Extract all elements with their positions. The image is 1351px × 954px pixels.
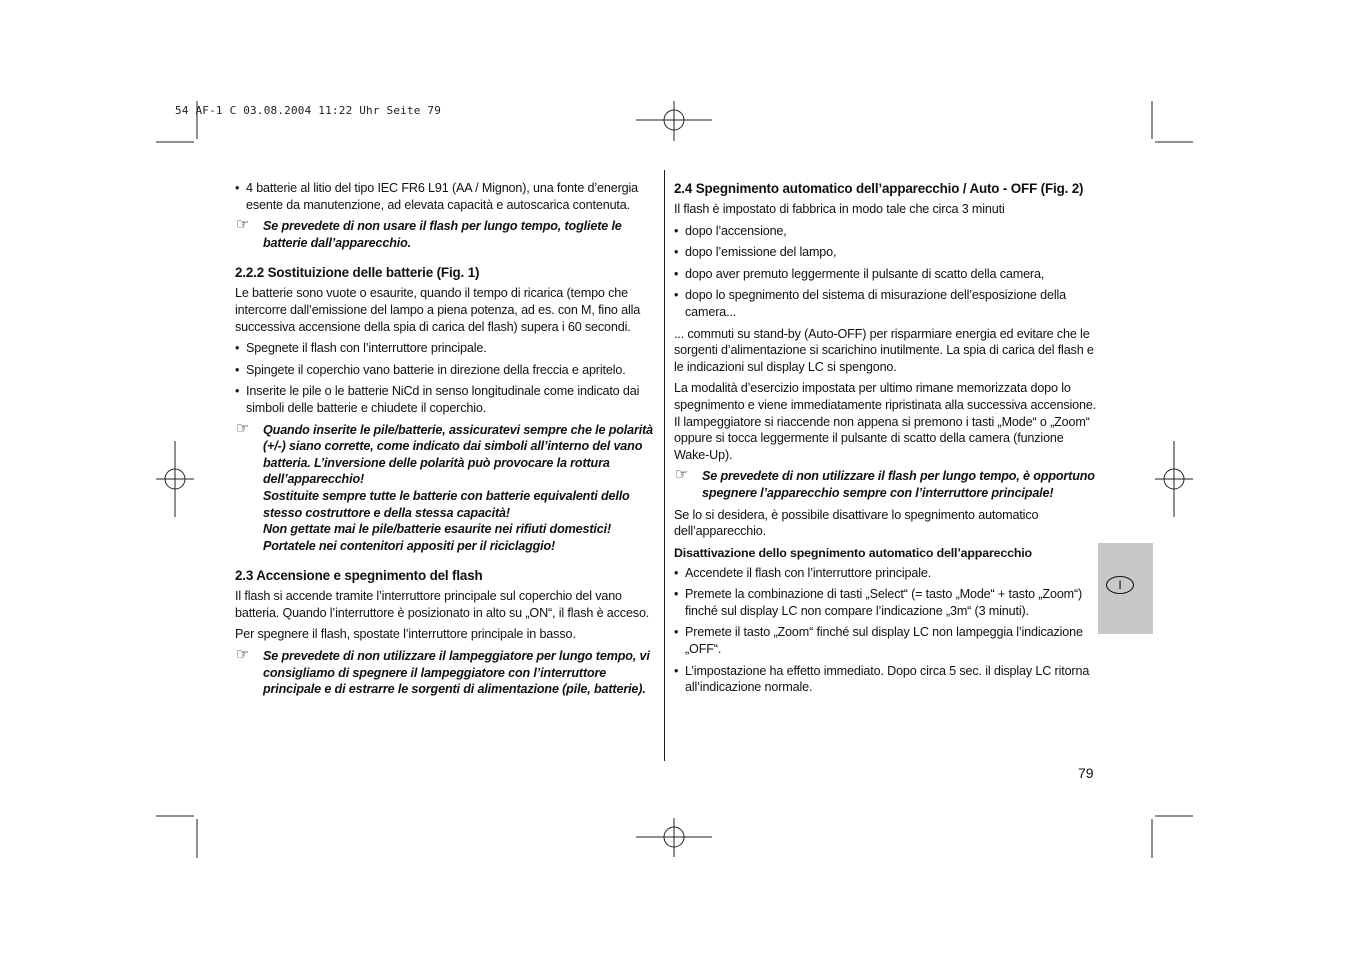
note-text: Se prevedete di non utilizzare il lampeggiatore per lungo tempo, vi consigliamo di spegnere il lampeggiatore con l’interruttore principale e di estrarre le sorgenti di alimentazione (pile, batterie). — [263, 649, 650, 697]
note-battery-removal — [235, 218, 659, 251]
registration-mark-right — [1155, 441, 1193, 517]
pointing-hand-icon: ☞ — [675, 466, 689, 484]
section-title-2-2-2: 2.2.2 Sostituizione delle batterie (Fig. 1) — [235, 265, 480, 281]
right-column — [674, 180, 1099, 701]
list-item: • Spegnete il flash con l’interruttore principale. — [235, 340, 659, 357]
note-text: Sostituite sempre tutte le batterie con batterie equivalenti dello stesso costruttore e della stessa capacità! — [263, 488, 630, 520]
print-header-meta: 54 AF-1 C 03.08.2004 11:22 Uhr Seite 79 — [175, 104, 442, 117]
pointing-hand-icon: ☞ — [236, 216, 250, 234]
language-tab-label: I — [1106, 576, 1134, 594]
pointing-hand-icon: ☞ — [236, 646, 250, 664]
intro-bullet-list — [235, 180, 659, 213]
list-item: • dopo l’emissione del lampo, — [674, 244, 1099, 261]
note-text: Non gettate mai le pile/batterie esaurite nei rifiuti domestici! Portatele nei contenitori appositi per il riciclaggio! — [263, 522, 612, 553]
registration-mark-left — [156, 441, 194, 517]
list-item: • Spingete il coperchio vano batterie in direzione della freccia e apritelo. — [235, 362, 659, 379]
section-paragraph: La modalità d’esercizio impostata per ultimo rimane memorizzata dopo lo spegnimento e viene immediatamente ripristinata alla successiva accensione. Il lampeggiatore si riaccende non appena si premono i tasti „Mode“ o „Zoom“ oppure si tocca leggermente il pulsante di scatto della camera (funzione Wake-Up). — [674, 381, 1097, 462]
pointing-hand-icon: ☞ — [236, 419, 250, 437]
section-paragraph: ... commuti su stand-by (Auto-OFF) per risparmiare energia ed evitare che le sorgenti d’alimentazione si scarichino inutilmente. La spia di carica del flash e le indicazioni sul display LC si spengono. — [674, 326, 1094, 374]
section-title-2-3: 2.3 Accensione e spegnimento del flash — [235, 568, 483, 584]
page-number: 79 — [1078, 765, 1094, 781]
list-item: • dopo aver premuto leggermente il pulsante di scatto della camera, — [674, 266, 1099, 283]
note-text: Se prevedete di non utilizzare il flash per lungo tempo, è opportuno spegnere l’apparecchio sempre con l’interruttore principale! — [702, 469, 1095, 500]
list-item: • 4 batterie al litio del tipo IEC FR6 L91 (AA / Mignon), una fonte d’energia esente da manutenzione, ad elevata capacità e autoscarica contenuta. — [235, 180, 659, 213]
deactivation-steps-list — [674, 565, 1099, 696]
note-text: Quando inserite le pile/batterie, assicuratevi sempre che le polarità (+/-) siano corrette, come indicato dai simboli all’interno del vano batteria. L’inversione delle polarità può provocare la rottura dell’apparecchio! — [263, 422, 654, 487]
section-paragraph: Le batterie sono vuote o esaurite, quando il tempo di ricarica (tempo che intercorre dall’emissione del lampo a piena potenza, ad es. con M, fino alla successiva accensione della spia di carica del flash) supera i 60 secondi. — [235, 286, 641, 334]
note-text: Se prevedete di non usare il flash per lungo tempo, togliete le batterie dall’apparecchio. — [263, 219, 622, 250]
list-item: • Premete il tasto „Zoom“ finché sul display LC non lampeggia l’indicazione „OFF“. — [674, 624, 1099, 657]
left-column — [235, 180, 659, 703]
list-item: • L’impostazione ha effetto immediato. Dopo circa 5 sec. il display LC ritorna all’indicazione normale. — [674, 663, 1099, 696]
registration-mark-bottom — [636, 818, 712, 857]
auto-off-conditions-list — [674, 223, 1099, 321]
list-item: • Accendete il flash con l’interruttore principale. — [674, 565, 1099, 582]
section-paragraph: Il flash si accende tramite l’interruttore principale sul coperchio del vano batteria. Quando l’interruttore è posizionato in alto su „ON“, il flash è acceso. — [235, 589, 650, 620]
registration-mark-top — [636, 101, 712, 141]
list-item: • Premete la combinazione di tasti „Select“ (= tasto „Mode“ + tasto „Zoom“) finché sul display LC non compare l’indicazione „3m“ (3 minuti). — [674, 586, 1099, 619]
list-item: • Inserite le pile o le batterie NiCd in senso longitudinale come indicato dai simboli delle batterie e chiudete il coperchio. — [235, 383, 659, 416]
column-divider — [664, 170, 665, 761]
section-paragraph: Il flash è impostato di fabbrica in modo tale che circa 3 minuti — [674, 202, 1005, 216]
section-paragraph: Se lo si desidera, è possibile disattivare lo spegnimento automatico dell’apparecchio. — [674, 507, 1039, 539]
note-polarity — [235, 419, 659, 555]
section-title-2-4: 2.4 Spegnimento automatico dell’apparecchio / Auto - OFF (Fig. 2) — [674, 181, 1084, 196]
section-paragraph: Per spegnere il flash, spostate l’interruttore principale in basso. — [235, 627, 576, 642]
subsection-title-deactivation: Disattivazione dello spegnimento automatico dell’apparecchio — [674, 545, 1032, 560]
note-power-off — [235, 648, 659, 698]
battery-steps-list — [235, 340, 659, 416]
note-switch-off — [674, 468, 1099, 501]
list-item: • dopo l’accensione, — [674, 223, 1099, 240]
list-item: • dopo lo spegnimento del sistema di misurazione dell’esposizione della camera... — [674, 287, 1099, 320]
